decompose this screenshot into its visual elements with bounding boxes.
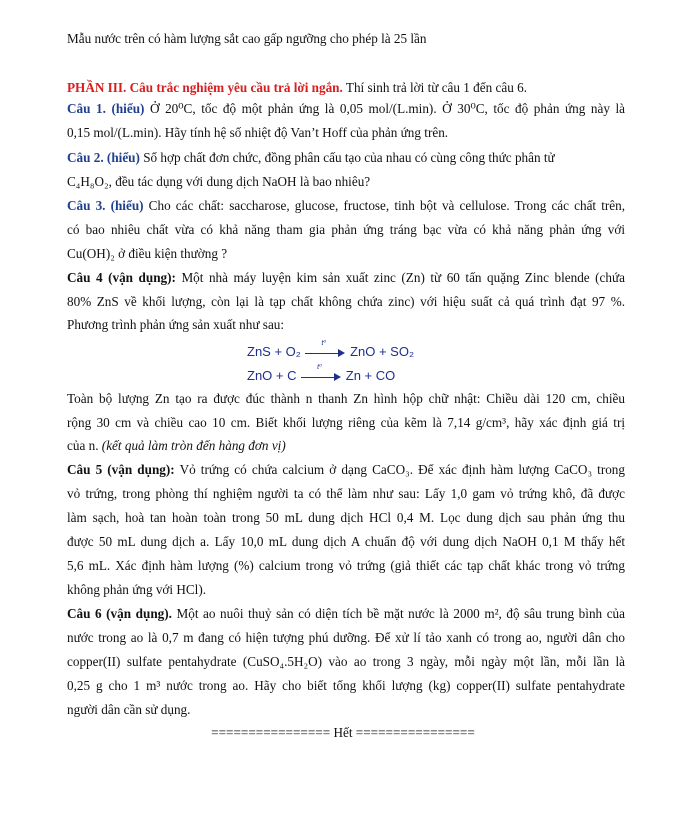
reaction-arrow-icon: [305, 339, 345, 358]
eq1-products: ZnO + SO₂: [350, 344, 415, 359]
q5-line2: vỏ trứng, trong phòng thí nghiệm người ta có thể làm như sau: Lấy 1,0 gam vỏ trứng khô, đã được: [67, 486, 625, 501]
top-line: Mẫu nước trên có hàm lượng sắt cao gấp ngưỡng cho phép là 25 lần: [67, 31, 427, 46]
q4-label: Câu 4 (vận dụng):: [67, 270, 176, 285]
q6-line4: 0,25 g cho 1 m³ nước trong ao. Hãy cho biết tổng khối lượng (kg) copper(II) sulfate pentahydrate: [67, 678, 625, 693]
eq2-condition: t⁰: [317, 363, 322, 371]
q5-line3: làm sạch, hoà tan hoàn toàn trong 50 mL dung dịch HCl 0,4 M. Lọc dung dịch sau phản ứng thu: [67, 510, 625, 525]
eq1-reactants: ZnS + O₂: [247, 344, 301, 359]
q3-text1: Cho các chất: saccharose, glucose, fructose, tinh bột và cellulose. Trong các chất trên,: [143, 198, 626, 213]
q2-text2: , đều tác dụng với dung dịch NaOH là bao nhiêu?: [108, 174, 371, 189]
q4-text1: Một nhà máy luyện kim sản xuất zinc (Zn) từ 60 tấn quặng Zinc blende (chứa: [175, 270, 626, 285]
q1-label: Câu 1. (hiểu): [67, 101, 145, 116]
q2-text1: Số hợp chất đơn chức, đồng phân cấu tạo của nhau có cùng công thức phân tử: [139, 150, 555, 165]
eq2-reactants: ZnO + C: [247, 368, 297, 383]
q5-label: Câu 5 (vận dụng):: [67, 462, 175, 477]
q1-text1: Ở 20⁰C, tốc độ một phản ứng là 0,05 mol/(L.min). Ở 30⁰C, tốc độ phản ứng này là: [144, 101, 626, 116]
eq1-condition: t⁰: [321, 339, 327, 347]
eq2-products: Zn + CO: [345, 368, 396, 383]
q5-line4: được 50 mL dung dịch a. Lấy 10,0 mL dung dịch A chuẩn độ với dung dịch NaOH 0,1 M thấy hết: [67, 534, 625, 549]
q5-line5: 5,6 mL. Xác định hàm lượng (%) calcium trong vỏ trứng (giả thiết các tạp chất khác trong vỏ trứng: [67, 558, 625, 573]
q3-line3: Cu(OH)₂ ở điều kiện thường ?: [67, 246, 228, 261]
q3-line1: [67, 198, 625, 214]
part3-heading-row: [67, 80, 527, 96]
end-marker: ================ Hết ================: [211, 725, 475, 740]
q4-note: (kết quả làm tròn đến hàng đơn vị): [101, 438, 286, 453]
q1-line2: 0,15 mol/(L.min). Hãy tính hệ số nhiệt độ Van’t Hoff của phản ứng trên.: [67, 125, 449, 140]
q4-line6: [67, 438, 286, 454]
q5-text1: Vỏ trứng có chứa calcium ở dạng CaCO₃. Để xác định hàm lượng CaCO₃ trong: [174, 462, 625, 477]
q2-line1: [67, 150, 555, 166]
q6-line2: nước trong ao là 0,7 m đang có hiện tượng phú dưỡng. Để xử lí tảo xanh có trong ao, người dân cho: [67, 630, 625, 645]
q2-formula: C₄H₈O₂: [67, 174, 109, 189]
q6-line5: người dân cần sử dụng.: [67, 702, 191, 717]
q4-line5: rộng 30 cm và chiều cao 10 cm. Biết khối lượng riêng của kẽm là 7,14 g/cm³, hãy xác định giá trị: [67, 415, 625, 430]
part3-instruction: Thí sinh trả lời từ câu 1 đến câu 6.: [342, 80, 528, 95]
reaction-arrow-icon: [301, 363, 341, 382]
equation-2: [247, 363, 396, 383]
q5-line6: không phản ứng với HCl).: [67, 582, 207, 597]
q6-label: Câu 6 (vận dụng).: [67, 606, 172, 621]
part3-heading: PHẦN III. Câu trắc nghiệm yêu cầu trả lời ngắn.: [67, 80, 343, 95]
q6-line3: copper(II) sulfate pentahydrate (CuSO₄.5H₂O) vào ao trong 3 ngày, mỗi ngày một lần, mỗi lần là: [67, 654, 625, 669]
q3-line2: có bao nhiêu chất vừa có khả năng tham gia phản ứng tráng bạc vừa có khả năng phản ứng với: [67, 222, 625, 237]
q5-line1: [67, 462, 625, 478]
q4-text6a: của n.: [67, 438, 102, 453]
q4-line4: Toàn bộ lượng Zn tạo ra được đúc thành n thanh Zn hình hộp chữ nhật: Chiều dài 120 cm, chiều: [67, 391, 625, 406]
q6-line1: [67, 606, 625, 622]
q1-line1: [67, 101, 625, 117]
q2-line2: [67, 174, 370, 190]
q4-line1: [67, 270, 625, 286]
q3-label: Câu 3. (hiểu): [67, 198, 144, 213]
equation-1: [247, 339, 415, 359]
q2-label: Câu 2. (hiểu): [67, 150, 140, 165]
q4-line2: 80% ZnS về khối lượng, còn lại là tạp chất không chứa zinc) với hiệu suất cả quá trình đạt 97 %.: [67, 294, 625, 309]
q6-text1: Một ao nuôi thuỷ sản có diện tích bề mặt nước là 2000 m², độ sâu trung bình của: [171, 606, 625, 621]
q4-line3: Phương trình phản ứng sản xuất như sau:: [67, 317, 285, 332]
